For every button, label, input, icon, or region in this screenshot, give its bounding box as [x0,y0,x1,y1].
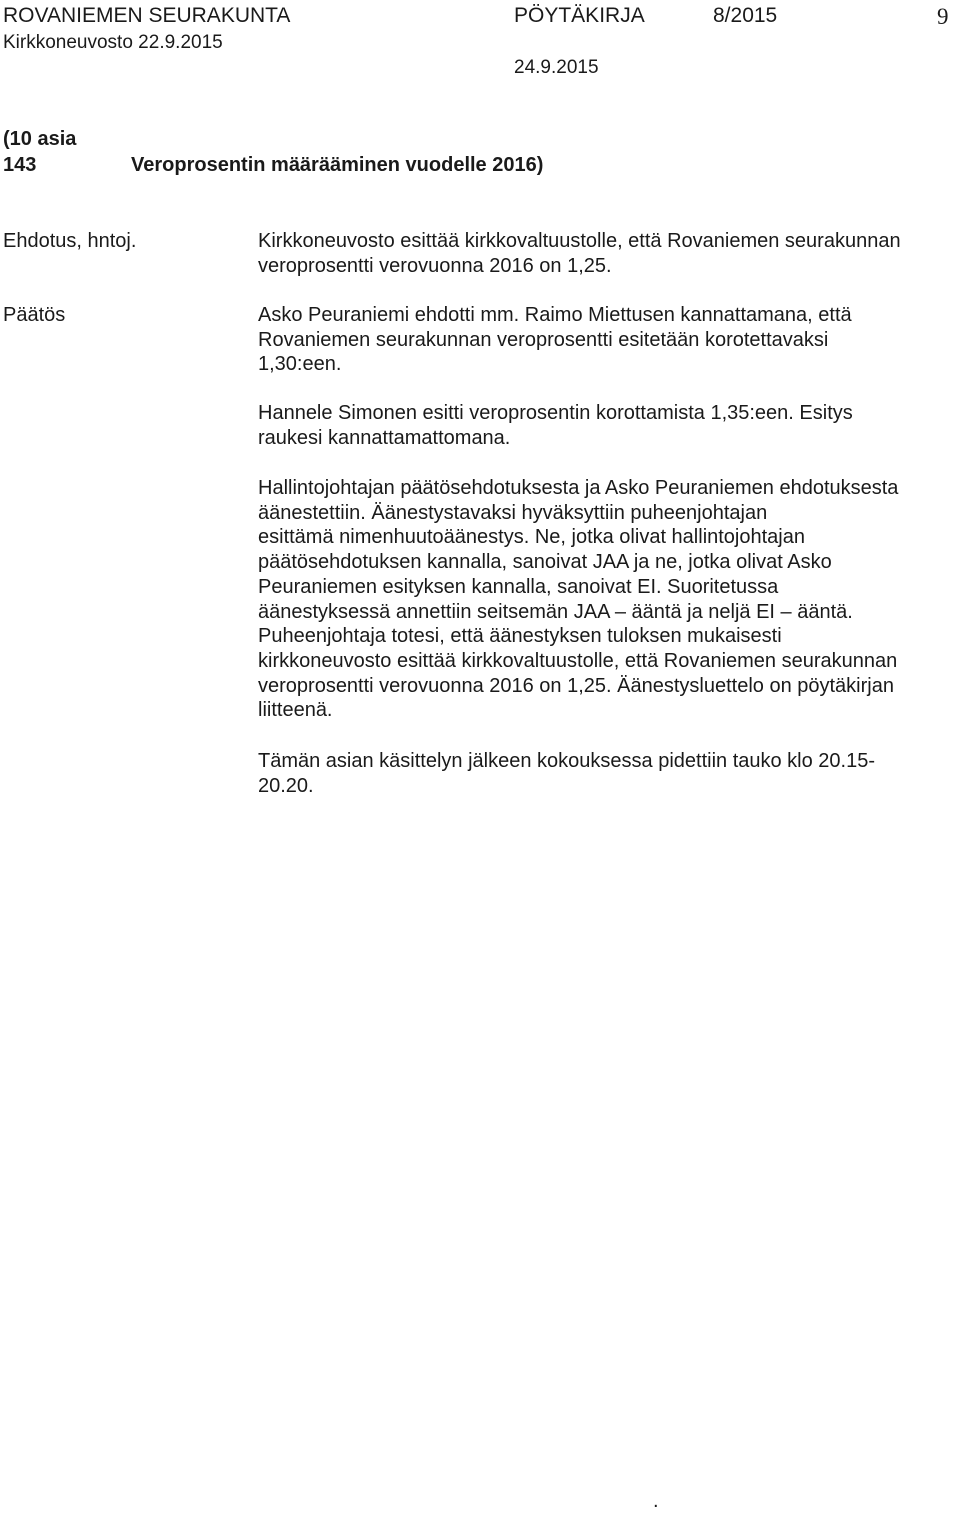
proposal-text [258,229,958,278]
text-line: Kirkkoneuvosto esittää kirkkovaltuustolle, että Rovaniemen seurakunnan [258,230,901,252]
text-line: Rovaniemen seurakunnan veroprosentti esitetään korotettavaksi [258,328,829,351]
text-line: Puheenjohtaja totesi, että äänestyksen tuloksen mukaisesti [258,625,782,648]
text-line: päätösehdotuksen kannalla, sanoivat JAA ja ne, jotka olivat Asko [258,551,832,574]
footer-mark: . [653,1490,659,1512]
item-heading-line1: (10 asia [3,128,77,150]
decision-paragraph-1 [258,303,958,377]
text-line: Peuraniemen esityksen kannalla, sanoivat EI. Suoritetussa [258,575,779,598]
document-date: 24.9.2015 [514,57,599,78]
text-line: liitteenä. [258,699,333,722]
text-line: Hallintojohtajan päätösehdotuksesta ja Asko Peuraniemen ehdotuksesta [258,477,899,499]
text-line: veroprosentti verovuonna 2016 on 1,25. Äänestysluettelo on pöytäkirjan [258,674,894,697]
document-number: 8/2015 [713,4,778,27]
section-title: Veroprosentin määrääminen vuodelle 2016) [131,154,544,176]
section-number: 143 [3,154,37,176]
text-line: äänestyksessä annettiin seitsemän JAA – ääntä ja neljä EI – ääntä. [258,600,853,623]
text-line: kirkkoneuvosto esittää kirkkovaltuustolle, että Rovaniemen seurakunnan [258,649,898,672]
text-line: Tämän asian käsittelyn jälkeen kokouksessa pidettiin tauko klo 20.15- [258,750,876,772]
decision-label: Päätös [3,304,66,326]
organization-name: ROVANIEMEN SEURAKUNTA [3,4,291,27]
text-line: raukesi kannattamattomana. [258,426,511,449]
text-line: esittämä nimenhuutoäänestys. Ne, jotka olivat hallintojohtajan [258,526,805,549]
meeting-name-date: Kirkkoneuvosto 22.9.2015 [3,32,223,53]
text-line: veroprosentti verovuonna 2016 on 1,25. [258,254,612,277]
text-line: Asko Peuraniemi ehdotti mm. Raimo Miettusen kannattamana, että [258,304,852,326]
decision-paragraph-3 [258,476,958,723]
text-line: äänestettiin. Äänestystavaksi hyväksyttiin puheenjohtajan [258,501,768,524]
document-type: PÖYTÄKIRJA [514,4,645,27]
text-line: 20.20. [258,774,314,797]
text-line: Hannele Simonen esitti veroprosentin korottamista 1,35:een. Esitys [258,402,853,424]
decision-paragraph-4 [258,749,958,798]
page-number: 9 [937,4,949,29]
decision-paragraph-2 [258,401,958,450]
proposal-label: Ehdotus, hntoj. [3,230,137,252]
text-line: 1,30:een. [258,353,342,376]
